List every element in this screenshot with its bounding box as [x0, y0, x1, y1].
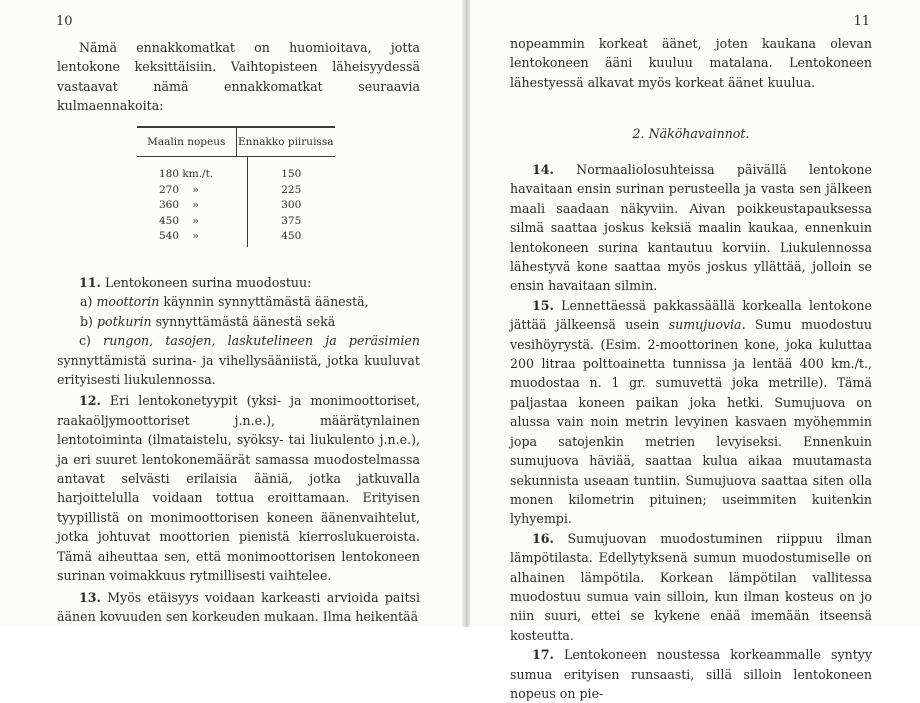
table-header-lead: Ennakko piiruissa — [236, 128, 336, 156]
paragraph-12 — [57, 391, 420, 585]
paragraph-number: 12. — [79, 393, 101, 409]
table-cell: 450 — [281, 230, 302, 243]
paragraph-number: 16. — [532, 530, 554, 546]
list-text: synnyttämästä äänestä sekä — [151, 313, 336, 329]
intro-block — [57, 38, 420, 116]
paragraph-text: Sumujuovan muodostuminen riippuu ilman lämpötilasta. Edellytyksenä sumun muodostumiselle on alhainen lämpötila. Korkean lämpötilan vallitessa muodostuu sumua vain silloin, kun ilman kosteus on jo niin suuri, ettei se kykene enää imemään itseensä kosteutta. — [510, 530, 872, 643]
emphasis: moottorin — [96, 294, 160, 310]
left-page — [0, 0, 462, 627]
section-11 — [57, 273, 420, 626]
list-item-c — [57, 331, 420, 389]
table-header — [137, 128, 335, 157]
paragraph-text: Lentokoneen noustessa korkeammalle syntyy sumua erityisen runsaasti, sillä silloin lentokoneen nopeus on pie- — [510, 647, 872, 701]
table-cell: 300 — [281, 199, 302, 212]
paragraph-13 — [57, 588, 420, 627]
table-cell: 180 km./t. — [159, 168, 214, 180]
paragraph-number: 11. — [79, 275, 101, 290]
table-col-lead — [247, 157, 336, 247]
table-cell: 450 » — [159, 214, 199, 227]
page-number-left: 10 — [56, 14, 73, 29]
section-heading: 2. Näköhavainnot. — [632, 126, 750, 141]
paragraph-text: Lennettäessä pakkassäällä korkealla lentokone jättää jälkeensä usein — [510, 297, 872, 333]
table-cell: 540 » — [159, 230, 199, 243]
table-cell: 270 » — [159, 183, 199, 196]
paragraph-text: . Sumu muodostuu vesihöyrystä. (Esim. 2-moottorinen kone, joka kuluttaa 200 litraa polttoainetta tunnissa ja lentää 400 km./t., muodostaa n. 1 gr. sumuvettä joka metrille). Tämä paljastaa koneen paikan joka hetki. Sumujuova on alussa vain noin metrin levyinen kasvaen myöhemmin jopa satojenkin metrien levyiseksi. Ennenkuin sumujuova häviää, saattaa kulua aikaa muutamasta sekunnista useaan tuntiin. Sumujuova saattaa siten olla monen kilometrin pituinen; useimmiten kuitenkin lyhyempi. — [510, 317, 872, 527]
page-number-right: 11 — [853, 14, 870, 29]
table-cell: 225 — [281, 183, 302, 196]
list-item-a — [57, 292, 420, 311]
paragraph-17 — [510, 645, 872, 703]
emphasis: rungon, tasojen, laskutelineen ja peräsimien — [103, 333, 420, 349]
table-cell: 360 » — [159, 199, 199, 212]
list-marker: b) — [80, 313, 97, 329]
paragraph-text: Lentokoneen surina muodostuu: — [104, 275, 312, 290]
list-text: synnyttämistä surina- ja vihellysääniistä, jotka kuuluvat erityisesti liukulennossa. — [57, 352, 420, 388]
list-item-b — [57, 312, 420, 331]
table-cell: 150 — [281, 168, 302, 180]
paragraph-text: Normaaliolosuhteissa päivällä lentokone havaitaan ensin surinan perusteella ja vasta sen jälkeen maali saadaan näkyviin. Aivan poikkeustapauksessa silmä saattaa joskus keksiä maalin kaukaa, ennenkuin lentokoneen surina kantautuu korviin. Liukulennossa lähestyvä kone saattaa myös joskus yllättää, jolloin se ensin havaitaan silmin. — [510, 162, 872, 294]
paragraph-text: Eri lentokonetyypit (yksi- ja monimoottoriset, raakaöljymoottoriset j.n.e.), määrätynlainen lentotoiminta (ilmataistelu, syöksy- tai liukulento j.n.e.), ja eri suuret lentokonemäärät samassa muodostelmassa antavat selvästi erilaisia ääniä, jotka jatkuvalla harjoittelulla voidaan tottua eroittamaan. Erityisen tyypillistä on monimoottorisen koneen äänenvaihtelut, jotka johtuvat moottorien pienistä kierroslukueroista. Tämä aiheuttaa sen, että monimoottorisen lentokoneen surinan voimakkuus rytmillisesti vaihtelee. — [57, 393, 420, 584]
emphasis: sumujuovia — [668, 317, 742, 333]
book-gutter — [462, 0, 470, 627]
sections-14-17 — [510, 160, 872, 703]
intro-paragraph: Nämä ennakkomatkat on huomioitava, jotta lentokone keksittäisiin. Vaihtopisteen läheisyydessä vastaavat nämä ennakkomatkat seuraavia kulmaennakoita: — [57, 40, 420, 114]
paragraph-text: Myös etäisyys voidaan karkeasti arvioida paitsi äänen kovuuden sen korkeuden mukaan. Ilma heikentää — [57, 589, 420, 624]
table-col-speed — [137, 157, 247, 247]
right-page — [470, 0, 920, 701]
paragraph-11 — [57, 273, 420, 292]
paragraph-number: 13. — [79, 589, 101, 605]
section-heading-block — [510, 124, 872, 143]
paragraph-number: 15. — [532, 297, 554, 313]
paragraph-16 — [510, 529, 872, 645]
paragraph-number: 14. — [532, 162, 554, 177]
list-text: käynnin synnyttämästä äänestä, — [159, 294, 369, 310]
table-body — [137, 157, 335, 247]
paragraph-15 — [510, 296, 872, 529]
continuation-block — [510, 34, 872, 92]
table-cell: 375 — [281, 214, 302, 227]
lead-table — [137, 126, 335, 247]
emphasis: potkurin — [96, 313, 152, 329]
list-marker: a) — [80, 294, 97, 310]
list-marker: c) — [79, 333, 104, 349]
table-header-speed: Maalin nopeus — [147, 136, 226, 148]
paragraph-number: 17. — [532, 647, 554, 663]
paragraph-14 — [510, 160, 872, 296]
continuation-paragraph: nopeammin korkeat äänet, joten kaukana olevan lentokoneen ääni kuuluu matalana. Lentokoneen lähestyessä alkavat myös korkeat äänet kuulua. — [510, 36, 872, 90]
